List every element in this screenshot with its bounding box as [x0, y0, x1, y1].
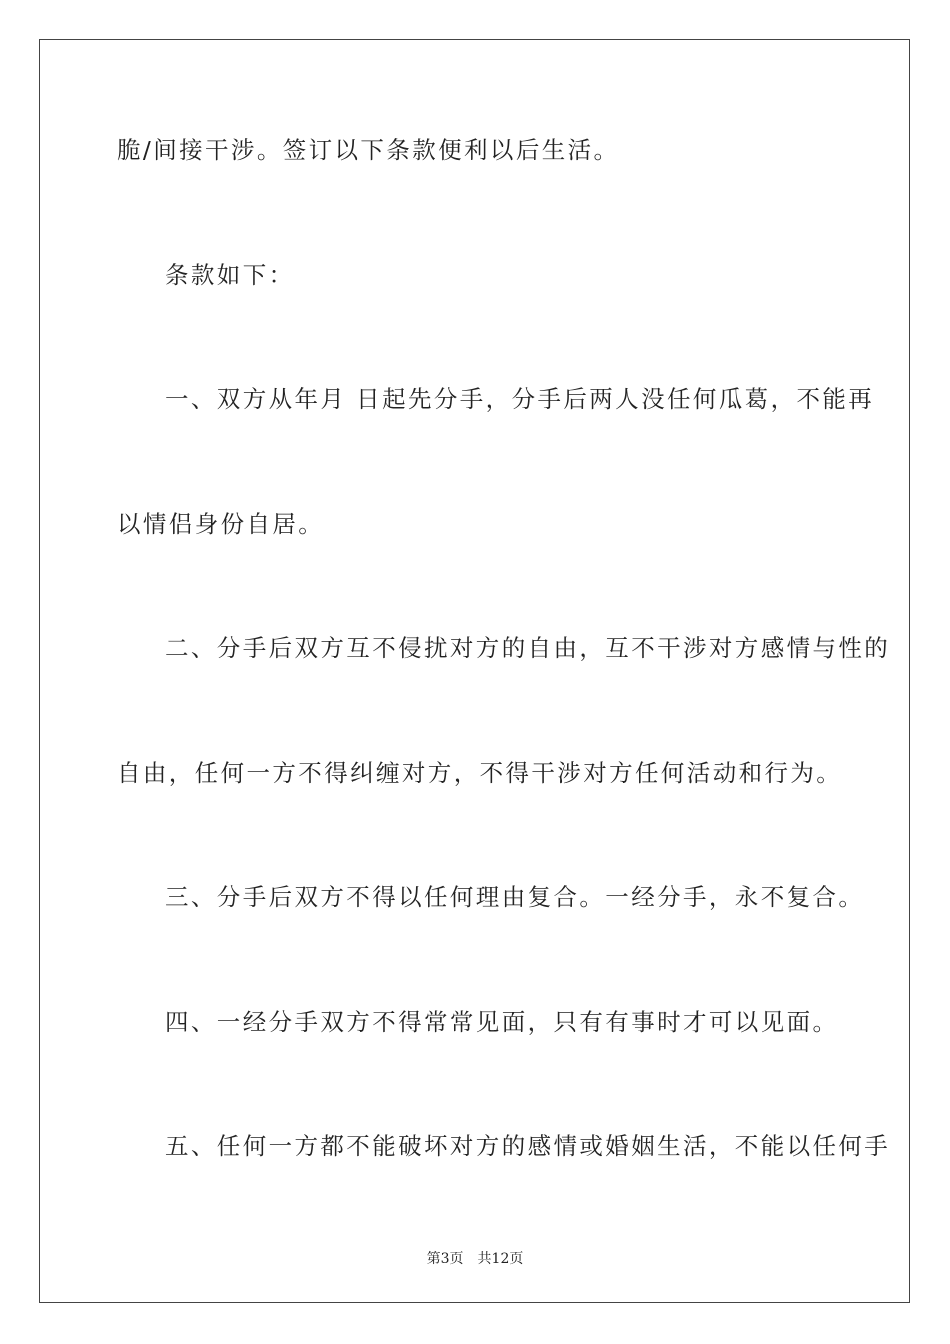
clause-2-line-2: 自由，任何一方不得纠缠对方，不得干涉对方任何活动和行为。: [117, 759, 843, 787]
clause-5-line-1: 五、任何一方都不能破坏对方的感情或婚姻生活，不能以任何手: [165, 1132, 891, 1160]
clause-4: 四、一经分手双方不得常常见面，只有有事时才可以见面。: [165, 1008, 839, 1036]
paragraph-line: 脆/间接干涉。签订以下条款便利以后生活。: [117, 136, 620, 164]
total-pages: 共12页: [477, 1251, 524, 1267]
clause-1-line-2: 以情侣身份自居。: [117, 510, 325, 538]
clause-2-line-1: 二、分手后双方互不侵扰对方的自由，互不干涉对方感情与性的: [165, 634, 891, 662]
page-number: 第3页: [426, 1251, 464, 1267]
page-footer: [0, 1248, 950, 1268]
page-border: [39, 39, 910, 1303]
clause-1-line-1: 一、双方从年月 日起先分手，分手后两人没任何瓜葛，不能再: [165, 385, 875, 413]
clause-heading: 条款如下：: [165, 261, 295, 289]
clause-3: 三、分手后双方不得以任何理由复合。一经分手，永不复合。: [165, 883, 865, 911]
